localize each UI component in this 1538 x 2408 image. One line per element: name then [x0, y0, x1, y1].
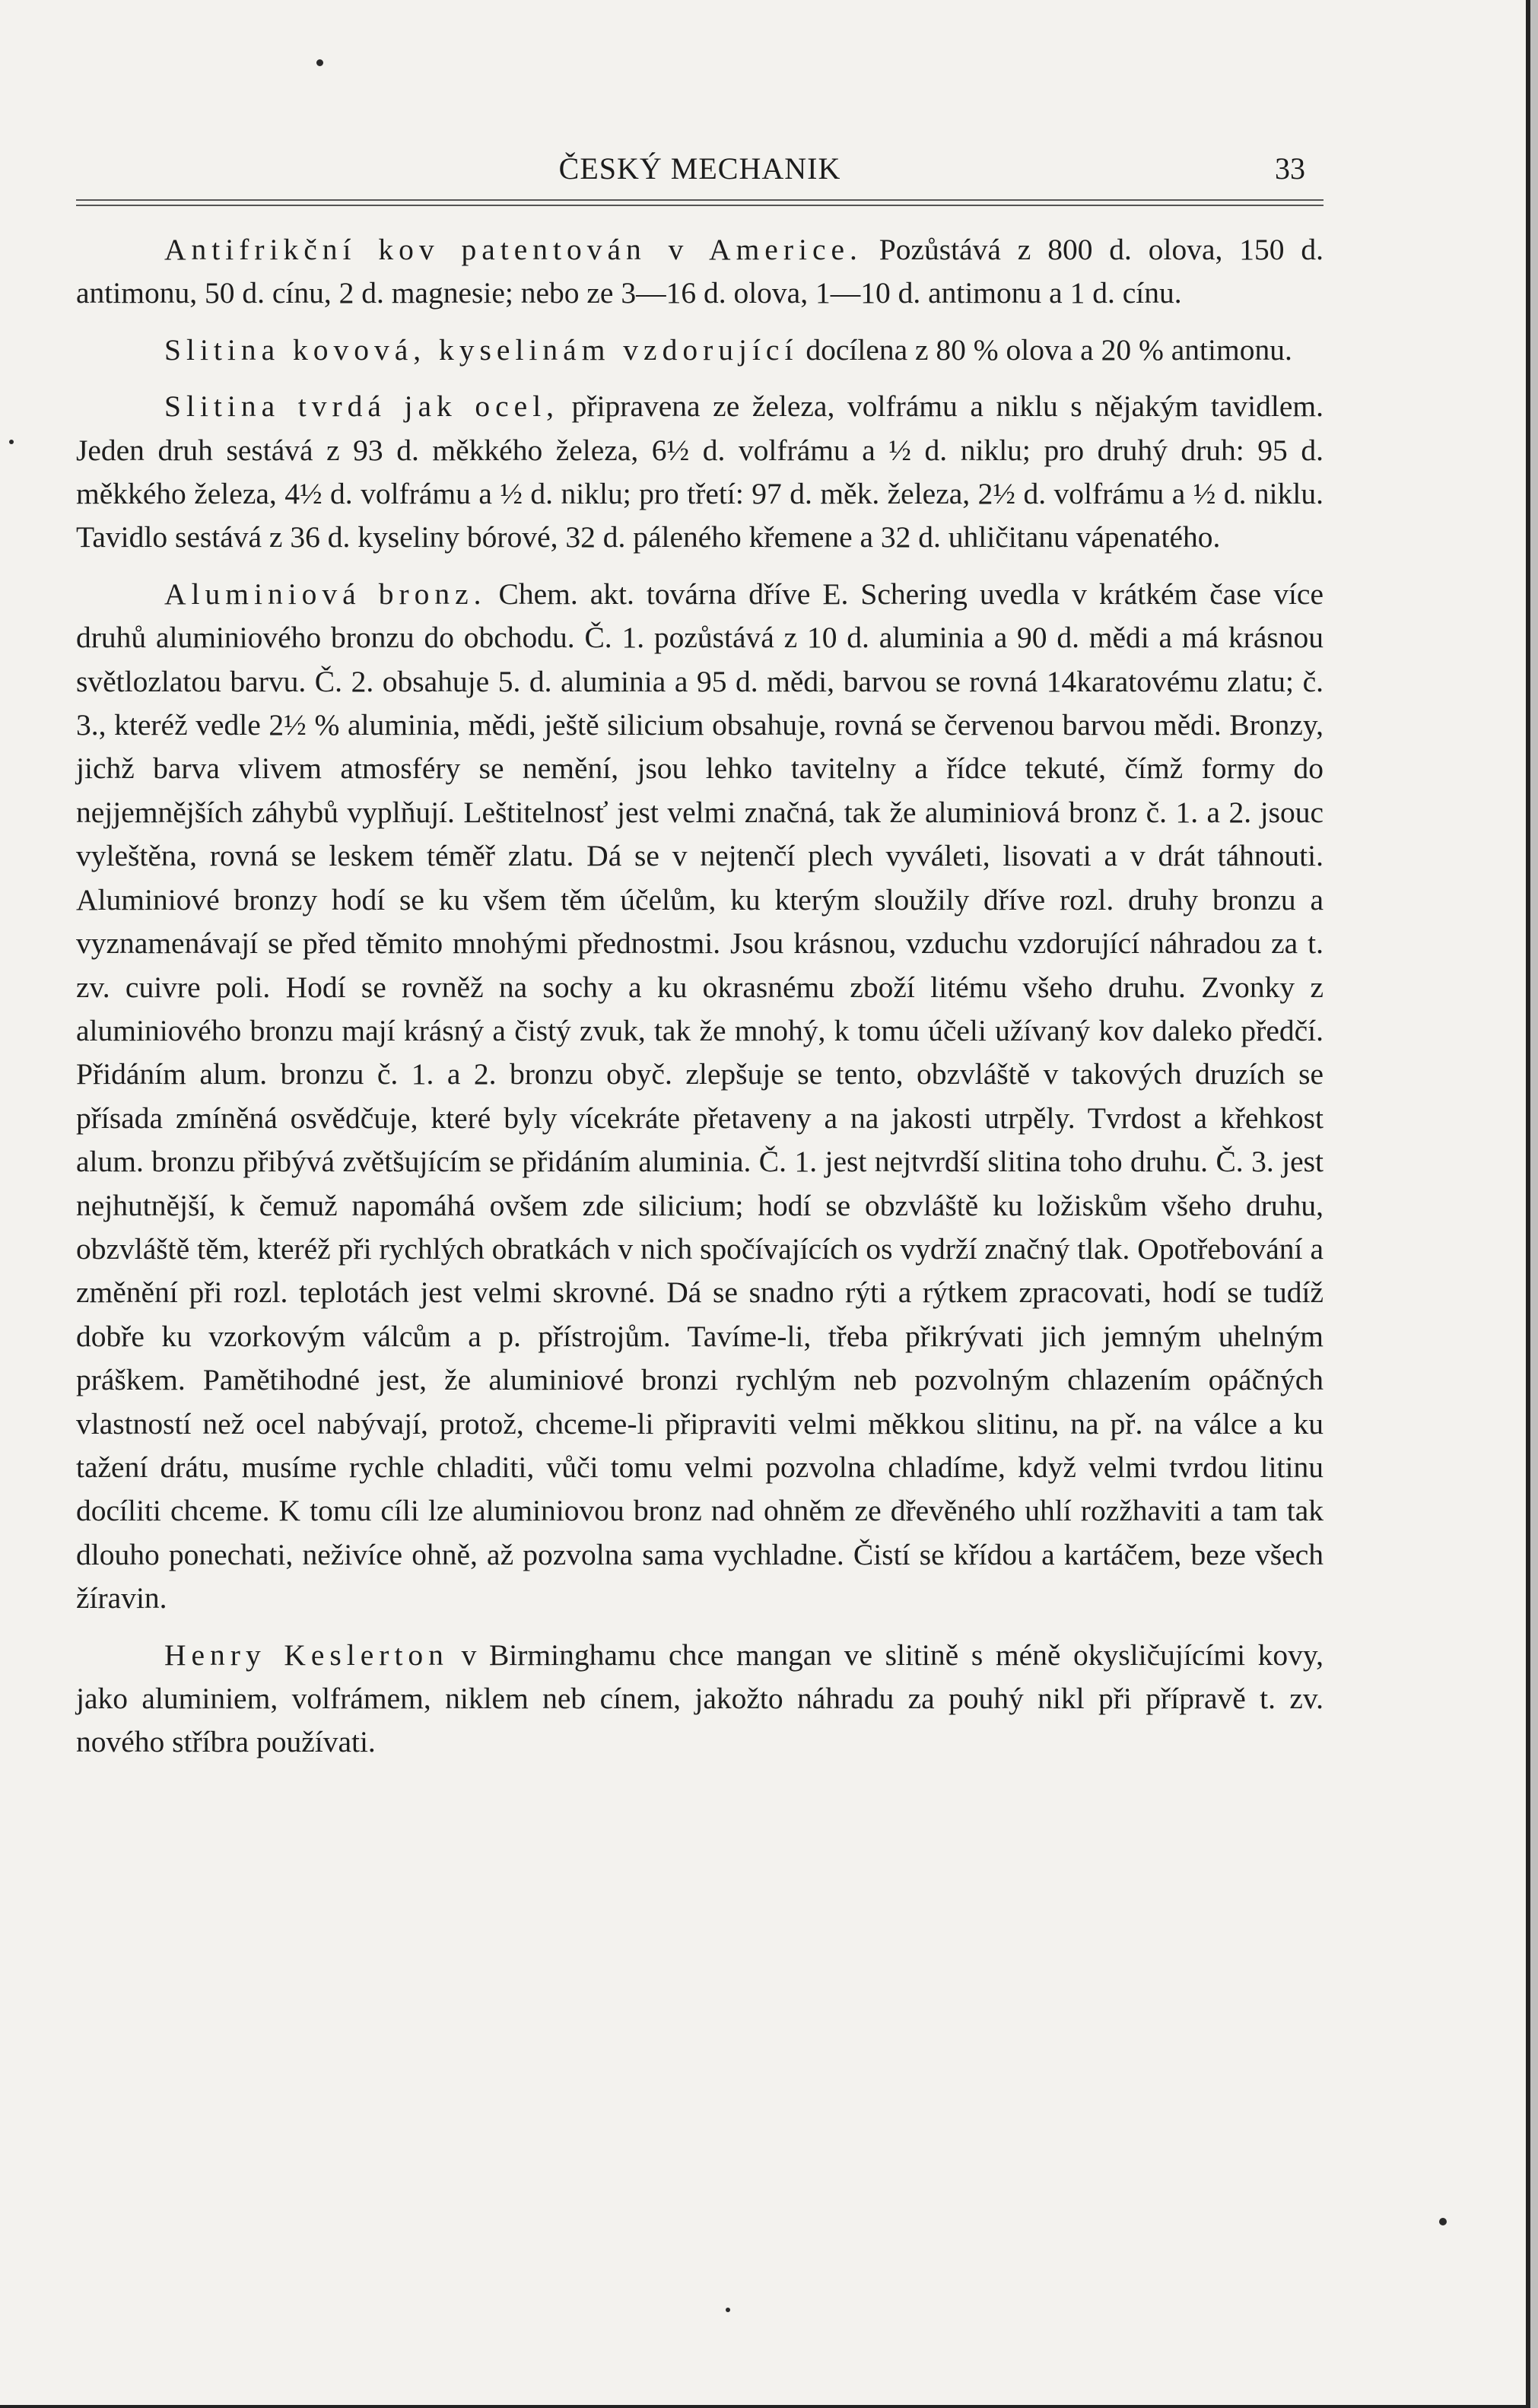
journal-title: ČESKÝ MECHANIK — [558, 151, 841, 186]
page-number: 33 — [1275, 151, 1305, 186]
paragraph-body: připravena ze železa, volfrámu a niklu s nějakým tavidlem. Jeden druh sestává z 93 d. měkkého železa, 6½ d. volfrámu a ½ d. niklu; pro druhý druh: 95 d. měkkého železa, 4½ d. volfrámu a ½ d. niklu; pro třetí: 97 d. měk. železa, 2½ d. volfrámu a ½ d. niklu. Tavidlo sestává z 36 d. kyseliny bórové, 32 d. páleného křemene a 32 d. uhličitanu vápenatého. — [76, 389, 1324, 554]
paragraph-heading: Antifrikční kov patentován v Americe. — [164, 233, 863, 266]
article-text — [76, 228, 1324, 1777]
paragraph-aluminium-bronze — [76, 573, 1324, 1621]
paragraph-acid-resistant-alloy — [76, 329, 1324, 372]
paragraph-body: docílena z 80 % olova a 20 % antimonu. — [798, 332, 1292, 367]
running-header — [76, 151, 1324, 196]
paragraph-heading: Henry Keslerton — [164, 1638, 449, 1672]
paragraph-heading: Slitina kovová, kyselinám vzdorující — [164, 332, 799, 367]
ink-speck — [9, 440, 14, 444]
paragraph-antifriction-metal — [76, 228, 1324, 316]
ink-speck — [726, 2308, 730, 2312]
paragraph-body: v Birminghamu chce mangan ve slitině s méně okysličujícími kovy, jako aluminiem, volfrámem, niklem neb cínem, jakožto náhradu za pouhý nikl při přípravě t. zv. nového stříbra používati. — [76, 1638, 1324, 1759]
paragraph-hard-alloy — [76, 385, 1324, 560]
paragraph-body: Pozůstává z 800 d. olova, 150 d. antimonu, 50 d. cínu, 2 d. magnesie; nebo ze 3—16 d. olova, 1—10 d. antimonu a 1 d. cínu. — [76, 233, 1324, 310]
header-rule — [76, 199, 1324, 206]
paragraph-heading: Slitina tvrdá jak ocel, — [164, 389, 560, 424]
paragraph-heading: Aluminiová bronz. — [164, 577, 487, 611]
paragraph-body: Chem. akt. továrna dříve E. Schering uvedla v krátkém čase více druhů aluminiového bronzu do obchodu. Č. 1. pozůstává z 10 d. aluminia a 90 d. mědi a má krásnou světlozlatou barvu. Č. 2. obsahuje 5. d. aluminia a 95 d. mědi, barvou se rovná 14karatovému zlatu; č. 3., kteréž vedle 2½ % aluminia, mědi, ještě silicium obsahuje, rovná se červenou barvou mědi. Bronzy, jichž barva vlivem atmosféry se nemění, jsou lehko tavitelny a řídce tekuté, čímž formy do nejjemnějších záhybů vyplňují. Leštitelnosť jest velmi značná, tak že aluminiová bronz č. 1. a 2. jsouc vyleštěna, rovná se leskem téměř zlatu. Dá se v nejtenčí plech vyváleti, lisovati a v drát táhnouti. Aluminiové bronzy hodí se ku všem těm účelům, ku kterým sloužily dříve rozl. druhy bronzu a vyznamenávají se před těmito mnohými přednostmi. Jsou krásnou, vzduchu vzdorující náhradou za t. zv. cuivre poli. Hodí se rovněž na sochy a ku okrasnému zboží litému všeho druhu. Zvonky z aluminiového bronzu mají krásný a čistý zvuk, tak že mnohý, k tomu účeli užívaný kov daleko předčí. Přidáním alum. bronzu č. 1. a 2. bronzu obyč. zlepšuje se tento, obzvláště v takových druzích se přísada zmíněná osvědčuje, které byly vícekráte přetaveny a na jakosti utrpěly. Tvrdost a křehkost alum. bronzu přibývá zvětšujícím se přidáním aluminia. Č. 1. jest nejtvrdší slitina toho druhu. Č. 3. jest nejhutnější, k čemuž napomáhá ovšem zde silicium; hodí se obzvláště ku ložiskům všeho druhu, obzvláště těm, kteréž při rychlých obratkách v nich spočívajících os vydrží značný tlak. Opotřebování a změnění při rozl. teplotách jest velmi skrovné. Dá se snadno rýti a rýtkem zpracovati, hodí se tudíž dobře ku vzorkovým válcům a p. přístrojům. Tavíme-li, třeba přikrývati jich jemným uhelným práškem. Pamětihodné jest, že aluminiové bronzi rychlým neb pozvolným chlazením opáčných vlastností než ocel nabývají, protož, chceme-li připraviti velmi měkkou slitinu, na př. na válce a ku tažení drátu, musíme rychle chladiti, vůči tomu velmi pozvolna chladíme, když velmi tvrdou litinu docíliti chceme. K tomu cíli lze aluminiovou bronz nad ohněm ze dřevěného uhlí rozžhaviti a tam tak dlouho ponechati, neživíce ohně, až pozvolna sama vychladne. Čistí se křídou a kartáčem, beze všech žíravin. — [76, 577, 1324, 1615]
paragraph-keslerton — [76, 1634, 1324, 1765]
ink-speck — [1439, 2218, 1447, 2225]
ink-speck — [316, 59, 323, 66]
